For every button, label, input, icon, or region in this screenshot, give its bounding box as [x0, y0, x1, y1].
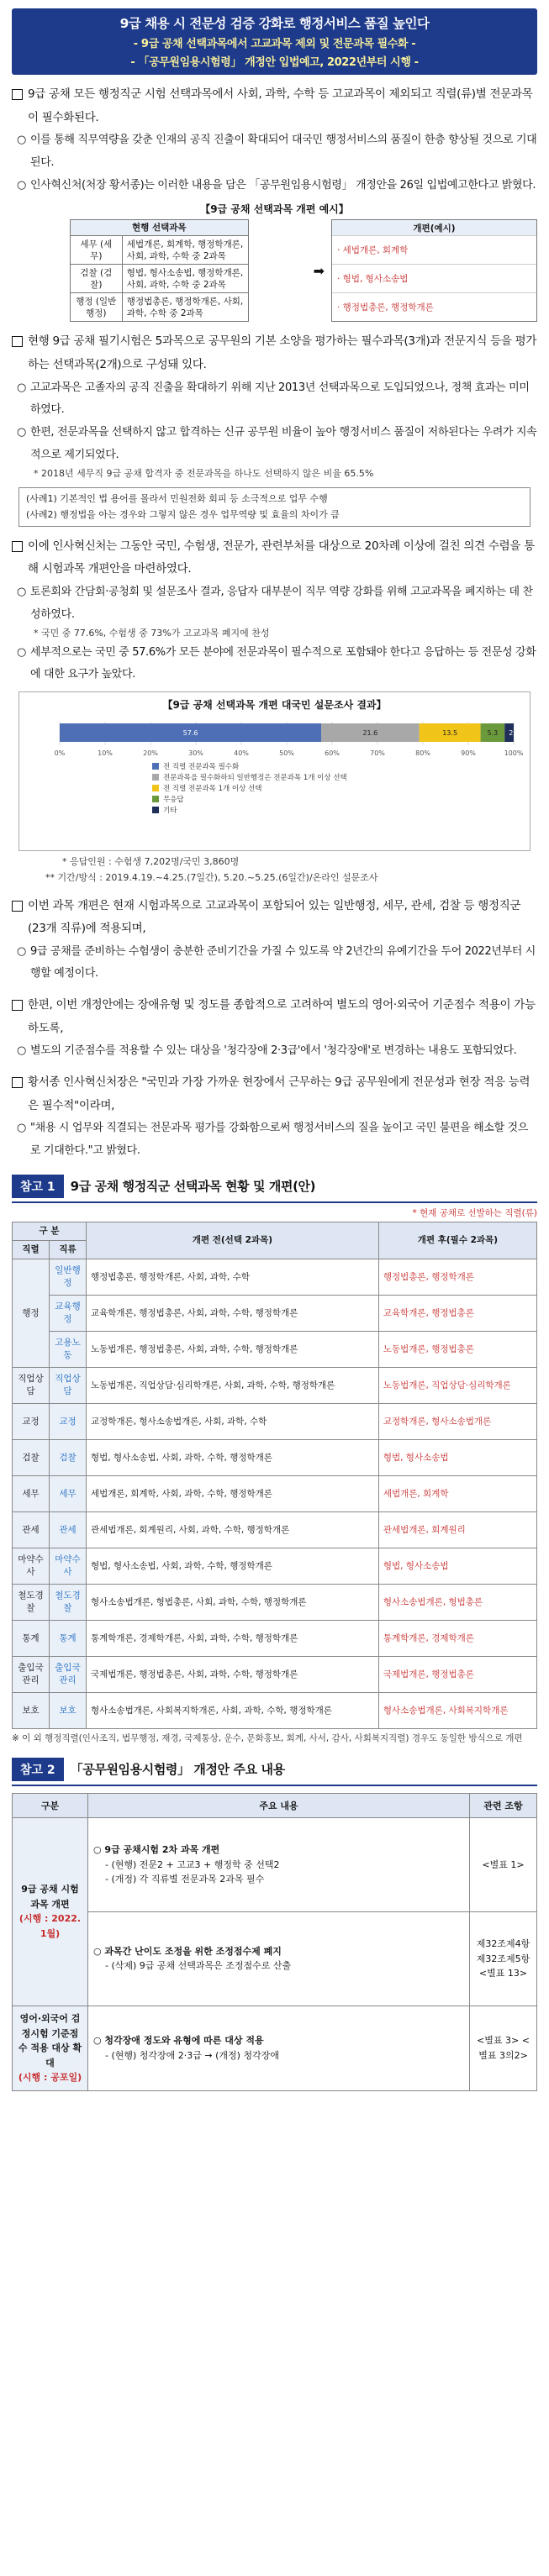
- data-label: 2.0: [509, 729, 520, 738]
- legend-label: 전문과목을 필수화하되 일반행정은 전문과목 1개 이상 선택: [163, 774, 347, 783]
- table-note: * 현재 공채로 선발하는 직렬(류): [412, 1207, 537, 1218]
- new-subjects-box: [331, 219, 537, 322]
- tick-label: 30%: [188, 749, 203, 758]
- case-2: (사례2) 행정법을 아는 경우와 그렇지 않은 경우 업무역량 및 효율의 차이가 큼: [26, 509, 340, 521]
- after-cell: 형사소송법개론, 형법총론: [378, 1585, 536, 1621]
- paragraph-4: 이번 과목 개편은 현재 시험과목으로 고교과목이 포함되어 있는 일반행정, 세무, 관세, 검찰 등 행정직군(23개 직류)에 적용되며, ○ 9급 공채를 준비하는 수험생이 충분한 준비기간을 가질 수 있도록 약 2년간의 유예기간을 두어 2022년부터 시행할 예정이다.: [12, 895, 537, 986]
- square-bullet-icon: [12, 1077, 23, 1088]
- survey-chart: [18, 691, 531, 851]
- sub-cell: 철도경찰: [50, 1585, 87, 1621]
- job-cell: 행정 (일반행정): [70, 293, 122, 322]
- new-subject: · 세법개론, 회계학: [332, 235, 536, 264]
- table-row: [13, 1368, 537, 1404]
- subject-cell: 행정법총론, 행정학개론, 사회, 과학, 수학 중 2과목: [122, 293, 248, 322]
- table-row: [13, 1548, 537, 1585]
- col-ref: 관련 조항: [470, 1793, 537, 1817]
- sub-cell: 교정: [50, 1404, 87, 1440]
- paragraph-sub: "채용 시 업무와 직결되는 전문과목 평가를 강화함으로써 행정서비스의 질을 높이고 국민 불편을 해소할 것으로 기대한다."고 밝혔다.: [30, 1122, 528, 1158]
- before-cell: 국제법개론, 행정법총론, 사회, 과학, 수학, 행정학개론: [87, 1657, 379, 1693]
- job-cell: 검찰: [13, 1440, 50, 1476]
- category-label: 9급 공채 시험과목 개편: [21, 1884, 79, 1910]
- subject-cell: 형법, 형사소송법, 행정학개론, 사회, 과학, 수학 중 2과목: [122, 265, 248, 293]
- table-row: [13, 1440, 537, 1476]
- after-cell: 교정학개론, 형사소송법개론: [378, 1404, 536, 1440]
- table-row: [13, 1476, 537, 1512]
- table-row: [13, 1259, 537, 1296]
- new-header: 개편(예시): [332, 220, 536, 235]
- square-bullet-icon: [12, 901, 23, 912]
- square-bullet-icon: [12, 1000, 23, 1011]
- paragraph-6: 황서종 인사혁신처장은 "국민과 가장 가까운 현장에서 근무하는 9급 공무원에게 전문성과 현장 적응 능력은 필수적"이라며, ○ "채용 시 업무와 직결되는 전문과목 평가를 강화함으로써 행정서비스의 질을 높이고 국민 불편을 해소할 것으로 기대한다."고 밝혔다.: [12, 1071, 537, 1163]
- tick-label: 10%: [98, 749, 113, 758]
- tick-label: 40%: [234, 749, 249, 758]
- job-cell: 세무: [13, 1476, 50, 1512]
- after-cell: 행정법총론, 행정학개론: [378, 1259, 536, 1296]
- job-cell: 보호: [13, 1693, 50, 1729]
- after-cell: 형사소송법개론, 사회복지학개론: [378, 1693, 536, 1729]
- category-cell: [13, 1817, 88, 2006]
- after-cell: 세법개론, 회계학: [378, 1476, 536, 1512]
- before-cell: 통계학개론, 경제학개론, 사회, 과학, 수학, 행정학개론: [87, 1621, 379, 1657]
- content-detail: - (개정) 각 직류별 전문과목 2과목 필수: [105, 1874, 265, 1885]
- before-cell: 형사소송법개론, 형법총론, 사회, 과학, 수학, 행정학개론: [87, 1585, 379, 1621]
- subject-reform-table: [12, 1222, 537, 1729]
- arrow-right-icon: ➡: [313, 262, 325, 279]
- tick-label: 70%: [370, 749, 385, 758]
- legend-label: 기타: [163, 807, 177, 816]
- sub-cell: 교육행정: [50, 1296, 87, 1332]
- before-cell: 세법개론, 회계학, 사회, 과학, 수학, 행정학개론: [87, 1476, 379, 1512]
- data-label: 13.5: [442, 729, 458, 738]
- sub-cell: 일반행정: [50, 1259, 87, 1296]
- footnote: ** 기간/방식 : 2019.4.19.~4.25.(7일간), 5.20.~5.25.(6일간)/온라인 설문조사: [45, 871, 378, 883]
- reference-title: 9급 공채 행정직군 선택과목 현황 및 개편(안): [70, 1179, 316, 1195]
- legend-swatch: [152, 763, 159, 770]
- table-row: [13, 1296, 537, 1332]
- table-row: [13, 1621, 537, 1657]
- job-cell: 세무 (세무): [70, 236, 122, 265]
- col-job: 직렬: [13, 1240, 50, 1259]
- reference-2-header: [12, 1758, 537, 1786]
- reference-tag: 참고 1: [12, 1175, 64, 1198]
- sub-cell: 보호: [50, 1693, 87, 1729]
- before-cell: 관세법개론, 회계원리, 사회, 과학, 수학, 행정학개론: [87, 1512, 379, 1548]
- current-subjects-table: [70, 219, 249, 322]
- case-box: [18, 487, 531, 527]
- legend-swatch: [152, 785, 159, 791]
- col-after: 개편 후(필수 2과목): [378, 1222, 536, 1259]
- before-cell: 행정법총론, 행정학개론, 사회, 과학, 수학: [87, 1259, 379, 1296]
- reference-1-header: [12, 1175, 537, 1203]
- paragraph-sub: 이를 통해 직무역량을 갖춘 인재의 공직 진출이 확대되어 대국민 행정서비스의 품질이 한층 향상될 것으로 기대된다.: [30, 134, 537, 169]
- table-row: [13, 1512, 537, 1548]
- data-label: 57.6: [182, 729, 198, 738]
- square-bullet-icon: [12, 336, 23, 347]
- job-cell: 출입국관리: [13, 1657, 50, 1693]
- main-content-cell: [88, 1817, 470, 1911]
- example-table: [12, 219, 537, 322]
- tick-label: 60%: [325, 749, 340, 758]
- after-cell: 형법, 형사소송법: [378, 1548, 536, 1585]
- after-cell: 교육학개론, 행정법총론: [378, 1296, 536, 1332]
- content-detail: - (현행) 청각장애 2·3급 → (개정) 청각장애: [105, 2049, 279, 2061]
- tick-label: 20%: [143, 749, 158, 758]
- after-cell: 통계학개론, 경제학개론: [378, 1621, 536, 1657]
- legend-label: 전 직렬 전문과목 1개 이상 선택: [163, 785, 262, 794]
- job-cell: 교정: [13, 1404, 50, 1440]
- before-cell: 노동법개론, 행정법총론, 사회, 과학, 수학, 행정학개론: [87, 1332, 379, 1368]
- job-cell: 마약수사: [13, 1548, 50, 1585]
- effective-date: (시행 : 공포일): [18, 2072, 82, 2084]
- reference-title: 「공무원임용시험령」 개정안 주요 내용: [70, 1762, 285, 1778]
- table-row: [13, 1911, 537, 2006]
- job-cell: 철도경찰: [13, 1585, 50, 1621]
- table-row: [13, 1657, 537, 1693]
- reference-cell: <별표 1>: [470, 1817, 537, 1911]
- paragraph-lead: 이번 과목 개편은 현재 시험과목으로 고교과목이 포함되어 있는 일반행정, 세무, 관세, 검찰 등 행정직군(23개 직류)에 적용되며,: [28, 898, 521, 936]
- col-sub: 직류: [50, 1240, 87, 1259]
- paragraph-3: 이에 인사혁신처는 그동안 국민, 수험생, 전문가, 관련부처를 대상으로 20차례 이상에 걸친 의견 수렴을 통해 시험과목 개편안을 마련하였다. ○ 토론회와 간담회·공청회 및 설문조사 결과, 응답자 대부분이 직무 역량 강화를 위해 고교과목을 폐지하는 데 찬성하였다. * 국민 중 77.6%, 수험생 중 73%가 고교과목 폐지에 찬성 ○ 세부적으로는 국민 중 57.6%가 모든 분야에 전문과목이 필수적으로 포함돼야 한다고 응답하는 등 전문성 강화에 대한 요구가 높았다.: [12, 535, 537, 687]
- main-content-cell: [88, 2006, 470, 2090]
- content-title: ○ 과목간 난이도 조정을 위한 조정점수제 폐지: [93, 1945, 282, 1957]
- paragraph-lead: 한편, 이번 개정안에는 장애유형 및 정도를 종합적으로 고려하여 별도의 영어·외국어 기준점수 적용이 가능하도록,: [28, 998, 536, 1035]
- paragraph-sub: 인사혁신처(처장 황서종)는 이러한 내용을 담은 「공무원임용시험령」 개정안을 26일 입법예고한다고 밝혔다.: [30, 178, 536, 192]
- paragraph-sub: 세부적으로는 국민 중 57.6%가 모든 분야에 전문과목이 필수적으로 포함돼야 한다고 응답하는 등 전문성 강화에 대한 요구가 높았다.: [30, 645, 536, 681]
- paragraph-sub: 9급 공채를 준비하는 수험생이 충분한 준비기간을 가질 수 있도록 약 2년간의 유예기간을 두어 2022년부터 시행할 예정이다.: [30, 944, 536, 980]
- col-main: 주요 내용: [88, 1793, 470, 1817]
- footnote: * 응답인원 : 수험생 7,202명/국민 3,860명: [62, 856, 240, 868]
- legend-label: 무응답: [163, 796, 184, 805]
- content-detail: - (현행) 전문2 + 고교3 + 행정학 중 선택2: [105, 1858, 280, 1870]
- after-cell: 노동법개론, 직업상담·심리학개론: [378, 1368, 536, 1404]
- reference-tag: 참고 2: [12, 1758, 64, 1781]
- legend-label: 전 직렬 전문과목 필수화: [163, 763, 240, 772]
- reference-cell: 제32조제4항 제32조제5항 <별표 13>: [470, 1911, 537, 2006]
- before-cell: 노동법개론, 직업상담·심리학개론, 사회, 과학, 수학, 행정학개론: [87, 1368, 379, 1404]
- paragraph-lead: 황서종 인사혁신처장은 "국민과 가장 가까운 현장에서 근무하는 9급 공무원에게 전문성과 현장 적응 능력은 필수적"이라며,: [28, 1075, 531, 1112]
- after-cell: 노동법개론, 행정법총론: [378, 1332, 536, 1368]
- effective-date: (시행 : 2022. 1월): [18, 1913, 82, 1940]
- before-cell: 교육학개론, 행정법총론, 사회, 과학, 수학, 행정학개론: [87, 1296, 379, 1332]
- headline-banner: [12, 8, 537, 75]
- job-cell: 직업상담: [13, 1368, 50, 1404]
- legend-swatch: [152, 774, 159, 781]
- paragraph-1: 9급 공채 모든 행정직군 시험 선택과목에서 사회, 과학, 수학 등 고교과목이 제외되고 직렬(류)별 전문과목이 필수화된다. ○ 이를 통해 직무역량을 갖춘 인재의 공직 진출이 확대되어 대국민 행정서비스의 품질이 한층 향상될 것으로 기대된다. ○ 인사혁신처(처장 황서종)는 이러한 내용을 담은 「공무원임용시험령」 개정안을 26일 입법예고한다고 밝혔다.: [12, 83, 537, 197]
- new-subject: · 형법, 형사소송법: [332, 264, 536, 292]
- tick-label: 90%: [461, 749, 476, 758]
- category-cell: [13, 2006, 88, 2090]
- sub-cell: 검찰: [50, 1440, 87, 1476]
- after-cell: 관세법개론, 회계원리: [378, 1512, 536, 1548]
- after-cell: 국제법개론, 행정법총론: [378, 1657, 536, 1693]
- table-row: [13, 1693, 537, 1729]
- sub-cell: 직업상담: [50, 1368, 87, 1404]
- headline-subtitle-1: - 9급 공채 선택과목에서 고교과목 제외 및 전문과목 필수화 -: [133, 38, 416, 50]
- paragraph-sub: 토론회와 간담회·공청회 및 설문조사 결과, 응답자 대부분이 직무 역량 강화를 위해 고교과목을 폐지하는 데 찬성하였다.: [30, 585, 533, 621]
- table-row: [13, 1817, 537, 1911]
- paragraph-5: 한편, 이번 개정안에는 장애유형 및 정도를 종합적으로 고려하여 별도의 영어·외국어 기준점수 적용이 가능하도록, ○ 별도의 기준점수를 적용할 수 있는 대상을 '청각장애 2·3급'에서 '청각장애'로 변경하는 내용도 포함되었다.: [12, 994, 537, 1063]
- tick-label: 100%: [504, 749, 524, 758]
- before-cell: 형법, 형사소송법, 사회, 과학, 수학, 행정학개론: [87, 1440, 379, 1476]
- after-cell: 형법, 형사소송법: [378, 1440, 536, 1476]
- legend-swatch: [152, 807, 159, 813]
- data-label: 5.3: [487, 729, 499, 738]
- col-before: 개편 전(선택 2과목): [87, 1222, 379, 1259]
- paragraph-lead: 9급 공채 모든 행정직군 시험 선택과목에서 사회, 과학, 수학 등 고교과목이 제외되고 직렬(류)별 전문과목이 필수화된다.: [28, 87, 533, 124]
- col-group: 구 분: [13, 1222, 87, 1240]
- new-subject: · 행정법총론, 행정학개론: [332, 292, 536, 321]
- current-header: 현행 선택과목: [70, 220, 248, 236]
- paragraph-sub: 별도의 기준점수를 적용할 수 있는 대상을 '청각장애 2·3급'에서 '청각장애'로 변경하는 내용도 포함되었다.: [30, 1044, 517, 1058]
- chart-svg: [26, 717, 531, 843]
- table-footnote: ※ 이 외 행정직렬(인사조직, 법무행정, 재경, 국제통상, 운수, 문화홍보, 회계, 사서, 감사, 사회복지직렬) 경우도 동일한 방식으로 개편: [12, 1733, 523, 1744]
- tick-label: 80%: [415, 749, 430, 758]
- footnote: * 국민 중 77.6%, 수험생 중 73%가 고교과목 폐지에 찬성: [34, 628, 270, 639]
- paragraph-sub: 한편, 전문과목을 선택하지 않고 합격하는 신규 공무원 비율이 높아 행정서비스 품질이 저하된다는 우려가 지속적으로 제기되었다.: [30, 426, 537, 461]
- square-bullet-icon: [12, 541, 23, 552]
- paragraph-lead: 이에 인사혁신처는 그동안 국민, 수험생, 전문가, 관련부처를 대상으로 20차례 이상에 걸친 의견 수렴을 통해 시험과목 개편안을 마련하였다.: [28, 539, 535, 576]
- example-table-title: 【9급 공채 선택과목 개편 예시】: [200, 203, 349, 216]
- sub-cell: 마약수사: [50, 1548, 87, 1585]
- table-row: [13, 1585, 537, 1621]
- sub-cell: 세무: [50, 1476, 87, 1512]
- amendment-table: [12, 1793, 537, 2091]
- square-bullet-icon: [12, 89, 23, 100]
- job-cell: 검찰 (검찰): [70, 265, 122, 293]
- col-cat: 구분: [13, 1793, 88, 1817]
- table-row: [13, 1404, 537, 1440]
- tick-label: 0%: [54, 749, 66, 758]
- category-label: 영어·외국어 검정시험 기준점수 적용 대상 확대: [18, 2012, 82, 2069]
- table-row: [13, 1332, 537, 1368]
- data-label: 21.6: [362, 729, 378, 738]
- footnote: * 2018년 세무직 9급 공채 합격자 중 전문과목을 하나도 선택하지 않은 비율 65.5%: [34, 468, 374, 480]
- job-cell: 통계: [13, 1621, 50, 1657]
- content-title: ○ 청각장애 정도와 유형에 따른 대상 적용: [93, 2035, 264, 2047]
- sub-cell: 고용노동: [50, 1332, 87, 1368]
- before-cell: 형법, 형사소송법, 사회, 과학, 수학, 행정학개론: [87, 1548, 379, 1585]
- paragraph-lead: 현행 9급 공채 필기시험은 5과목으로 공무원의 기본 소양을 평가하는 필수과목(3개)과 전문지식 등을 평가하는 선택과목(2개)으로 구성돼 있다.: [28, 334, 537, 372]
- headline-title: 9급 채용 시 전문성 검증 강화로 행정서비스 품질 높인다: [119, 16, 430, 31]
- content-title: ○ 9급 공채시험 2차 과목 개편: [93, 1844, 220, 1856]
- case-1: (사례1) 기본적인 법 용어를 몰라서 민원전화 회피 등 소극적으로 업무 수행: [26, 493, 328, 505]
- legend-swatch: [152, 796, 159, 802]
- job-cell: 관세: [13, 1512, 50, 1548]
- chart-title: 【9급 공채 선택과목 개편 대국민 설문조사 결과】: [162, 699, 387, 712]
- reference-cell: <별표 3> <별표 3의2>: [470, 2006, 537, 2090]
- table-row: [13, 2006, 537, 2090]
- job-cell: 행정: [13, 1259, 50, 1368]
- paragraph-sub: 고교과목은 고졸자의 공직 진출을 확대하기 위해 지난 2013년 선택과목으로 도입되었으나, 정책 효과는 미미하였다.: [30, 381, 530, 417]
- before-cell: 형사소송법개론, 사회복지학개론, 사회, 과학, 수학, 행정학개론: [87, 1693, 379, 1729]
- subject-cell: 세법개론, 회계학, 행정학개론, 사회, 과학, 수학 중 2과목: [122, 236, 248, 265]
- sub-cell: 출입국관리: [50, 1657, 87, 1693]
- sub-cell: 통계: [50, 1621, 87, 1657]
- headline-subtitle-2: - 「공무원임용시험령」 개정안 입법예고, 2022년부터 시행 -: [130, 56, 419, 69]
- tick-label: 50%: [279, 749, 294, 758]
- content-detail: - (삭제) 9급 공채 선택과목은 조정점수로 산출: [105, 1960, 292, 1972]
- paragraph-2: 현행 9급 공채 필기시험은 5과목으로 공무원의 기본 소양을 평가하는 필수과목(3개)과 전문지식 등을 평가하는 선택과목(2개)으로 구성돼 있다. ○ 고교과목은 고졸자의 공직 진출을 확대하기 위해 지난 2013년 선택과목으로 도입되었으나, 정책 효과는 미미하였다. ○ 한편, 전문과목을 선택하지 않고 합격하는 신규 공무원 비율이 높아 행정서비스 품질이 저하된다는 우려가 지속적으로 제기되었다. * 2018년 세무직 9급 공채 합격자 중 전문과목을 하나도 선택하지 않은 비율 65.5%: [12, 330, 537, 482]
- main-content-cell: [88, 1911, 470, 2006]
- before-cell: 교정학개론, 형사소송법개론, 사회, 과학, 수학: [87, 1404, 379, 1440]
- sub-cell: 관세: [50, 1512, 87, 1548]
